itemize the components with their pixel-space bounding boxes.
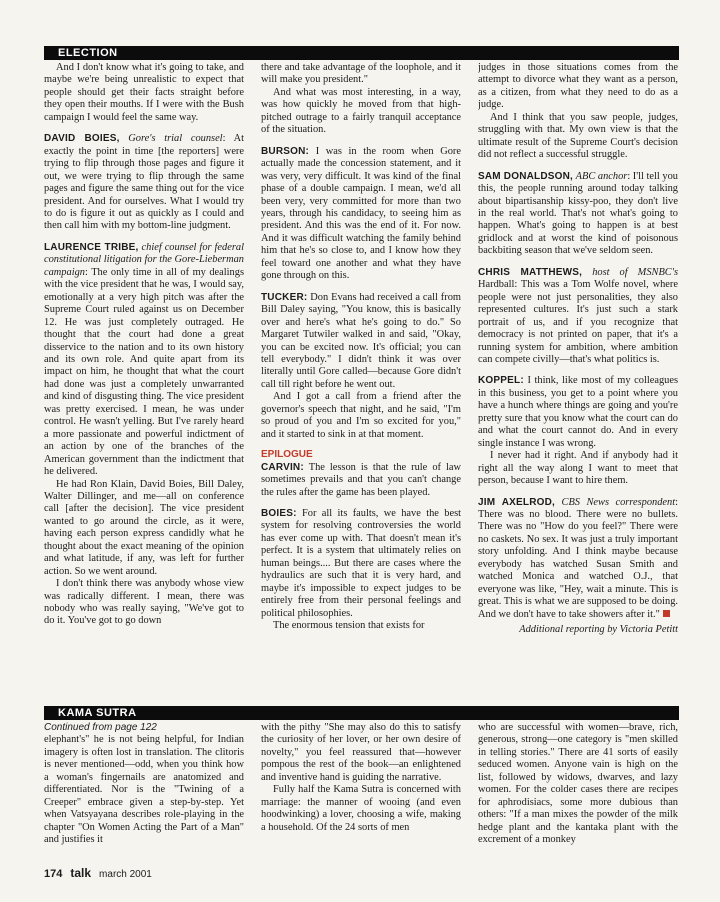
paragraph: I never had it right. And if anybody had it right all the way along I want to meet that person, because I want to hire them.: [478, 450, 678, 487]
paragraph: who are successful with women—brave, rich, generous, strong—one category is "men skilled in telling stories." There are 41 sorts of easily seduced women. Anyone vain is high on the list, followed by widows, dwarves, and lazy women. For the colder cases there are recipes for aphrodisiacs, some more dubious than others: "If a man mixes the powder of the milk hedge plant and the kantaka plant with the excrement of a monkey: [478, 722, 678, 846]
paragraph: I don't think there was anybody whose view was radically different. I mean, there was nobody who was really saying, "We've got to do it. You've got to go down: [44, 578, 244, 627]
quote-text: For all its faults, we have the best system for resolving controversies the world has ever come up with. That doesn't mean it's perfect. It is a system that ultimately relies on human beings.... But there are cases where the hydraulics are such that it is very hard, and maybe it's impossible to expect judges to be entirely free from their personal feelings and political philosophies.: [261, 507, 461, 619]
speaker-name: JIM AXELROD,: [478, 496, 556, 508]
speaker-name: LAURENCE TRIBE,: [44, 241, 139, 253]
quote-tucker: [261, 292, 461, 392]
page-footer: [44, 866, 152, 880]
speaker-name: SAM DONALDSON,: [478, 170, 574, 182]
quote-text: : At exactly the point in time [the reporters] were trying to flip through those pages and figure it out, we were trying to flip through the same pages and figure the same thing out for the vice president. And for ourselves. What I would try to do is figure it out as quickly as I could and then call him with my bottom-line judgment.: [44, 133, 244, 232]
issue-date: march 2001: [99, 869, 152, 880]
continued-from: Continued from page 122: [44, 722, 157, 733]
quote-koppel: [478, 375, 678, 450]
quote-text: Don Evans had received a call from Bill Daley saying, "You know, this is basically over and here's what he's going to do." So Margaret Tutwiler walked in and said, "Okay, you can be excited now. It's official; you can tell everybody." I didn't think it was over literally until Gore called—because Gore didn't call till right before he went out.: [261, 291, 461, 390]
speaker-role: chief counsel for federal constitutional litigation for the Gore-Lieberman campaign: [44, 241, 244, 278]
article-column-2: [261, 62, 461, 672]
quote-burson: [261, 146, 461, 283]
paragraph: And what was most interesting, in a way, was how quickly he moved from that high-pitched outrage to a fairly tranquil acceptance of the situation.: [261, 86, 461, 136]
paragraph: Fully half the Kama Sutra is concerned with marriage: the manner of wooing (and even hoodwinking) a lover, choosing a wife, making a household. Of the 24 sorts of men: [261, 784, 461, 833]
quote-text: The lesson is that the rule of law sometimes prevails and that you can't change the rules after the game has been played.: [261, 461, 461, 498]
reporting-credit: Additional reporting by Victoria Petitt: [519, 624, 678, 636]
section-label: KAMA SUTRA: [58, 707, 137, 719]
quote-text: : There was no blood. There were no bullets. There was no "How do you feel?" There were no caskets. No sex. It was just a truly important story unfolding. And I think maybe because everybody has watched Susan Smith and watched Monica and watched O.J., that everyone was like, "Hey, wait a minute. This is great. This is what we are supposed to be doing. And we don't have to take showers after it.": [478, 496, 678, 620]
speaker-role: ABC anchor: [575, 170, 628, 182]
paragraph: judges in those situations comes from the attempt to divorce what they want as a person, as a citizen, from what they need to do as a judge.: [478, 62, 678, 111]
kama-column-2: [261, 722, 461, 862]
kama-column-1: [44, 722, 244, 862]
speaker-role: Gore's trial counsel: [128, 133, 223, 145]
epilogue-heading: EPILOGUE: [261, 449, 313, 461]
section-header-kama-sutra: [44, 706, 679, 720]
paragraph: elephant's" he is not being helpful, for Indian imagery is often lost in translation. The clitoris is never mentioned—odd, when you think how a woman's fingernails are anatomized and differentiated. Nor is the "Twining of a Creeper" embrace given a step-by-step. Yet when Vatsyayana describes role-playing in the chapter "On Women Acting the Part of a Man" and justifies it: [44, 734, 244, 846]
paragraph: with the pithy "She may also do this to satisfy the curiosity of her lover, or her own desire of novelty," you feel reassured that—however pompous the rest of the book—an enlightened and inventive hand is guiding the narrative.: [261, 722, 461, 783]
paragraph: He had Ron Klain, David Boies, Bill Daley, Walter Dillinger, and me—all on conference call [after the decision]. The vice president wanted to go around the circle, as it were, having each person express candidly what he thought about the exact meaning of the opinion and what latitude, if any, was left for further action. So we went around.: [44, 478, 244, 577]
speaker-name: TUCKER:: [261, 291, 308, 303]
quote-boies: [44, 133, 244, 233]
quote-text: : The only time in all of my dealings with the vice president that he was, I would say, emotionally at a very high pitch was after the Supreme Court ruled against us on December 12. He was just completely outraged. He thought that the court had done a great disservice to the nation and to its own history and its own role. And quite apart from its impact on him, he thought that what the court had done was just a completely unwarranted and kind of disgusting thing. The vice president was pretty exercised. I mean, he was under control. He wasn't yelling. But I've rarely heard a more passionate and powerful indictment of an action by one of the branches of the American government than the indictment that he delivered.: [44, 266, 244, 478]
kama-column-3: [478, 722, 678, 862]
quote-text: Hardball: This was a Tom Wolfe novel, where people were not just personalities, they also represented cultures. It's just such a stark portrait of us, and if you recognize that democracy is not printed on paper, that it's a running system for ambition, where ambition can compete civilly—that's what politics is.: [478, 279, 678, 365]
section-header-election: [44, 46, 679, 60]
speaker-name: DAVID BOIES,: [44, 133, 120, 145]
page-number: 174: [44, 868, 63, 880]
magazine-name: talk: [70, 866, 92, 880]
quote-boies-2: [261, 508, 461, 620]
quote-axelrod: [478, 497, 678, 622]
quote-text: : I'll tell you this, the people running around today talking about bipartisanship kissy-poo, they don't live in the real world. That's not what's going to happen. What's going to happen is at best gridlock and at worst the kind of poisonous backbiting season that we've seldom seen.: [478, 170, 678, 257]
paragraph: And I don't know what it's going to take, and maybe we're being unrealistic to expect that people should get their facts straight before they open their mouths. If I were with the Bush campaign I would feel the same way.: [44, 62, 244, 123]
article-column-3: [478, 62, 678, 702]
speaker-name: CHRIS MATTHEWS,: [478, 266, 583, 278]
speaker-role: CBS News correspondent: [561, 496, 676, 508]
paragraph: And I think that you saw people, judges, struggling with that. My own view is that the ultimate result of the Supreme Court's decision did not reflect a successful struggle.: [478, 111, 678, 161]
speaker-name: KOPPEL:: [478, 375, 524, 387]
quote-donaldson: [478, 171, 678, 258]
section-label: ELECTION: [58, 47, 118, 59]
speaker-name: BURSON:: [261, 145, 310, 157]
speaker-name: CARVIN:: [261, 461, 304, 473]
quote-carvin: [261, 462, 461, 499]
paragraph: there and take advantage of the loophole, and it will make you president.": [261, 62, 461, 86]
quote-matthews: [478, 267, 678, 367]
article-column-1: [44, 62, 244, 672]
quote-text: I think, like most of my colleagues in this business, you get to a point where you have a hunch where things are going and you're pretty sure that you know what the court can do and what the court cannot do. And in every single instance I was wrong.: [478, 375, 678, 449]
end-mark-icon: [663, 610, 670, 617]
quote-text: I was in the room when Gore actually made the concession statement, and it was very, very difficult. It was kind of the final phase of a double campaign. I mean, we'd all been very, very committed for more than two years, through his candidacy, to seeing him as president. And this was the end of it. For now. And it was difficult watching the family behind him that he's so close to, and I know how they feel toward one another and what they have gone through on this.: [261, 145, 461, 282]
speaker-name: BOIES:: [261, 507, 297, 519]
paragraph: The enormous tension that exists for: [273, 620, 425, 632]
speaker-role: host of MSNBC's: [592, 266, 678, 278]
quote-tribe: [44, 242, 244, 479]
paragraph: And I got a call from a friend after the governor's speech that night, and he said, "I'm so proud of you and I'm so excited for you," and it started to sink in at that moment.: [261, 391, 461, 440]
